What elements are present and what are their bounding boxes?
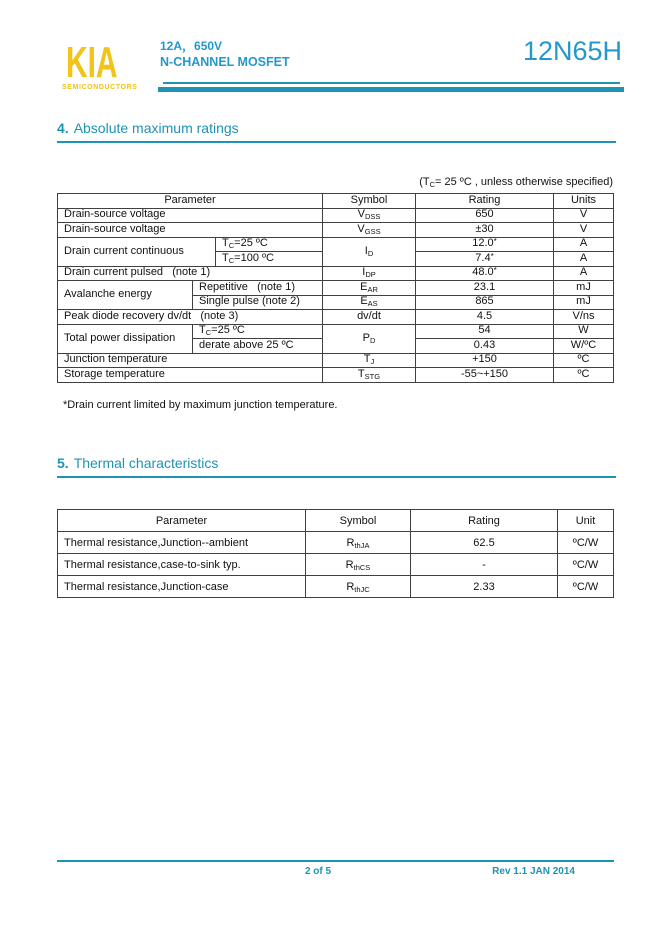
cell-param: Total power dissipation bbox=[58, 324, 193, 353]
cell-unit: W/ºC bbox=[554, 339, 614, 354]
cell-unit: V bbox=[554, 208, 614, 223]
sym-sub: J bbox=[370, 357, 375, 367]
row-idp bbox=[58, 266, 614, 281]
cell-symbol bbox=[306, 576, 411, 598]
cell-unit: A bbox=[554, 237, 614, 252]
cell-symbol bbox=[323, 368, 416, 383]
t2-header-symbol: Symbol bbox=[306, 510, 411, 532]
cond-b: =25 ºC bbox=[234, 237, 268, 250]
cell-param: Drain current pulsed (note 1) bbox=[58, 266, 323, 281]
cell-unit: A bbox=[554, 266, 614, 281]
cell-unit: W bbox=[554, 324, 614, 339]
cell-symbol bbox=[323, 208, 416, 223]
cell-rating: 54 bbox=[416, 324, 554, 339]
kia-logo-subtext: SEMICONDUCTORS bbox=[62, 84, 138, 91]
cell-symbol bbox=[306, 532, 411, 554]
rating-asterisk: * bbox=[493, 237, 497, 247]
sym-sub: DP bbox=[365, 270, 376, 280]
cond-b: =25 ºC bbox=[211, 324, 245, 337]
section-5-heading bbox=[57, 455, 616, 478]
kia-logo: KIA bbox=[66, 38, 118, 87]
sym-main: E bbox=[360, 295, 368, 308]
cell-param: Thermal resistance,case-to-sink typ. bbox=[58, 554, 306, 576]
cell-unit: ºC bbox=[554, 368, 614, 383]
sym-main: V bbox=[357, 222, 365, 235]
cell-param: Storage temperature bbox=[58, 368, 323, 383]
section-5-number: 5. bbox=[57, 455, 69, 471]
cond-b: =100 ºC bbox=[234, 251, 274, 264]
sym-main: P bbox=[362, 331, 370, 344]
cond-a: T bbox=[222, 237, 229, 250]
device-type-text: N-CHANNEL MOSFET bbox=[160, 55, 290, 69]
header-rule-thin bbox=[163, 82, 620, 84]
cond-a: T bbox=[222, 251, 229, 264]
cell-condition bbox=[216, 252, 323, 267]
cell-condition: derate above 25 ºC bbox=[193, 339, 323, 354]
note-subscript: C bbox=[429, 180, 436, 189]
sym-main: R bbox=[345, 558, 354, 571]
row-dvdt bbox=[58, 310, 614, 325]
cond-sub: C bbox=[228, 241, 235, 251]
cell-param: Drain current continuous bbox=[58, 237, 216, 266]
t1-header-parameter: Parameter bbox=[58, 194, 323, 209]
sym-sub: GSS bbox=[364, 226, 381, 236]
rating-asterisk: * bbox=[490, 251, 494, 261]
note-text-a: (T bbox=[419, 176, 430, 188]
section-4-heading bbox=[57, 120, 616, 143]
cell-unit: mJ bbox=[554, 281, 614, 296]
cell-symbol bbox=[323, 223, 416, 238]
sym-sub: AR bbox=[367, 284, 378, 294]
rating-value: 48.0 bbox=[472, 266, 494, 279]
cond-sub: C bbox=[228, 255, 235, 265]
t1-header-symbol: Symbol bbox=[323, 194, 416, 209]
cell-rating bbox=[416, 252, 554, 267]
cell-param: Avalanche energy bbox=[58, 281, 193, 310]
cell-rating: 650 bbox=[416, 208, 554, 223]
cond-a: T bbox=[199, 324, 206, 337]
sym-sub: D bbox=[367, 248, 374, 258]
cell-condition: Repetitive (note 1) bbox=[193, 281, 323, 296]
cell-rating: 4.5 bbox=[416, 310, 554, 325]
cell-symbol bbox=[323, 353, 416, 368]
sym-main: dv/dt bbox=[357, 309, 381, 322]
cond-sub: C bbox=[205, 328, 212, 338]
sym-main: T bbox=[357, 367, 365, 380]
row-vdss bbox=[58, 208, 614, 223]
absolute-maximum-ratings-table bbox=[57, 193, 614, 383]
thermal-characteristics-table bbox=[57, 509, 614, 598]
cell-symbol bbox=[323, 310, 416, 325]
sym-main: R bbox=[346, 580, 355, 593]
sym-main: E bbox=[360, 280, 368, 293]
table1-footnote: *Drain current limited by maximum junction temperature. bbox=[63, 399, 338, 411]
cell-unit: V/ns bbox=[554, 310, 614, 325]
rating-value: 12.0 bbox=[472, 237, 494, 250]
section-4-number: 4. bbox=[57, 120, 69, 136]
rating-value: 7.4 bbox=[475, 251, 491, 264]
note-text-b: = 25 ºC , unless otherwise specified) bbox=[435, 176, 613, 188]
sym-main: T bbox=[363, 353, 371, 366]
sym-main: I bbox=[364, 244, 368, 257]
cell-rating: +150 bbox=[416, 353, 554, 368]
section-5-title: Thermal characteristics bbox=[73, 455, 219, 471]
t2-header-rating: Rating bbox=[411, 510, 558, 532]
cell-rating: -55~+150 bbox=[416, 368, 554, 383]
cell-symbol bbox=[323, 295, 416, 310]
cell-unit: V bbox=[554, 223, 614, 238]
sym-main: V bbox=[357, 208, 365, 221]
row-id-25c bbox=[58, 237, 614, 252]
cell-unit: ºC/W bbox=[558, 576, 614, 598]
cell-condition bbox=[193, 324, 323, 339]
cell-rating: 0.43 bbox=[416, 339, 554, 354]
sym-main: I bbox=[362, 266, 366, 279]
cell-symbol bbox=[306, 554, 411, 576]
cell-unit: ºC/W bbox=[558, 554, 614, 576]
cell-unit: mJ bbox=[554, 295, 614, 310]
cell-rating: - bbox=[411, 554, 558, 576]
cell-symbol bbox=[323, 266, 416, 281]
row-ear bbox=[58, 281, 614, 296]
sym-sub: D bbox=[369, 335, 376, 345]
part-number: 12N65H bbox=[522, 36, 622, 66]
cell-symbol bbox=[323, 237, 416, 266]
sym-sub: thJC bbox=[354, 584, 370, 594]
row-rthja bbox=[58, 532, 614, 554]
t2-header-unit: Unit bbox=[558, 510, 614, 532]
footer-rule bbox=[57, 860, 614, 862]
cell-rating bbox=[416, 266, 554, 281]
cell-unit: ºC bbox=[554, 353, 614, 368]
row-vgss bbox=[58, 223, 614, 238]
sym-sub: AS bbox=[367, 299, 378, 309]
t1-header-row bbox=[58, 194, 614, 209]
row-rthjc bbox=[58, 576, 614, 598]
cell-rating: 62.5 bbox=[411, 532, 558, 554]
cell-rating: 23.1 bbox=[416, 281, 554, 296]
cell-param: Thermal resistance,Junction--ambient bbox=[58, 532, 306, 554]
section-4-title: Absolute maximum ratings bbox=[73, 120, 239, 136]
page-number: 2 of 5 bbox=[304, 866, 332, 877]
header-rule-thick bbox=[158, 87, 624, 92]
sym-sub: STG bbox=[364, 371, 381, 381]
cell-condition: Single pulse (note 2) bbox=[193, 295, 323, 310]
t1-header-units: Units bbox=[554, 194, 614, 209]
row-rthcs bbox=[58, 554, 614, 576]
row-tj bbox=[58, 353, 614, 368]
sym-sub: DSS bbox=[364, 212, 381, 222]
rating-asterisk: * bbox=[493, 266, 497, 276]
cell-symbol bbox=[323, 324, 416, 353]
sym-sub: thJA bbox=[354, 540, 370, 550]
cell-rating: ±30 bbox=[416, 223, 554, 238]
cell-rating bbox=[416, 237, 554, 252]
cell-param: Thermal resistance,Junction-case bbox=[58, 576, 306, 598]
row-tstg bbox=[58, 368, 614, 383]
cell-unit: ºC/W bbox=[558, 532, 614, 554]
device-rating-text: 12A，650V bbox=[160, 39, 223, 53]
t2-header-parameter: Parameter bbox=[58, 510, 306, 532]
cell-param: Drain-source voltage bbox=[58, 208, 323, 223]
cell-unit: A bbox=[554, 252, 614, 267]
row-pd-25c bbox=[58, 324, 614, 339]
cell-symbol bbox=[323, 281, 416, 296]
sym-main: R bbox=[346, 536, 355, 549]
cell-param: Drain-source voltage bbox=[58, 223, 323, 238]
test-condition-note bbox=[419, 176, 613, 188]
revision-label: Rev 1.1 JAN 2014 bbox=[492, 866, 575, 877]
cell-rating: 865 bbox=[416, 295, 554, 310]
cell-param: Junction temperature bbox=[58, 353, 323, 368]
t1-header-rating: Rating bbox=[416, 194, 554, 209]
t2-header-row bbox=[58, 510, 614, 532]
cell-rating: 2.33 bbox=[411, 576, 558, 598]
sym-sub: thCS bbox=[353, 562, 371, 572]
cell-param: Peak diode recovery dv/dt (note 3) bbox=[58, 310, 323, 325]
cell-condition bbox=[216, 237, 323, 252]
